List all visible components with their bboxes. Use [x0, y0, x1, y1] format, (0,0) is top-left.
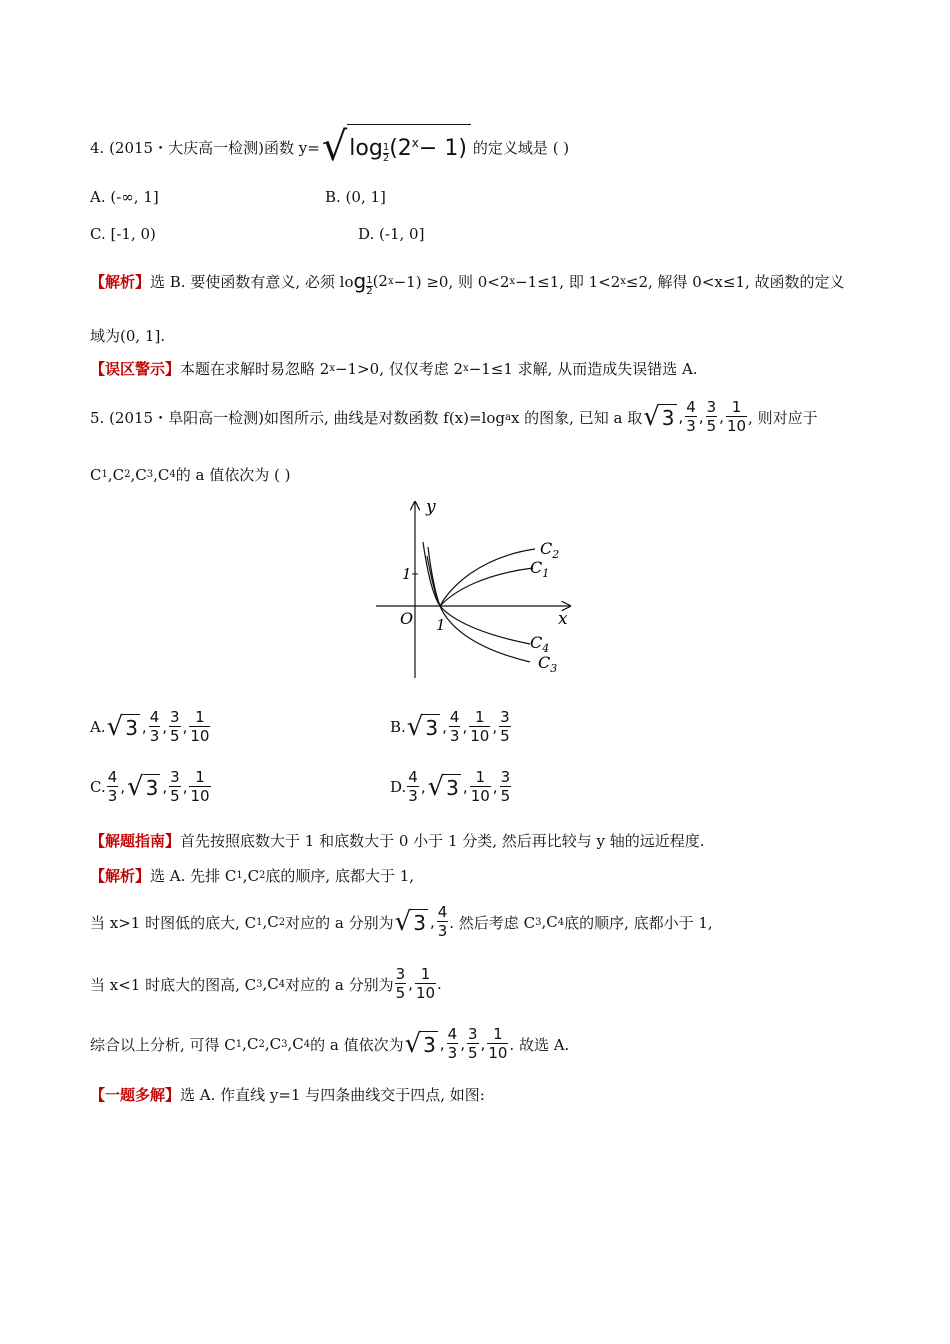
tick-y-1: 1 — [402, 565, 412, 583]
q5-analysis-1: 【解析】 选 A. 先排 C 1 , C 2 底的顺序, 底都大于 1, — [90, 866, 415, 885]
q5-analysis-4: 综合以上分析, 可得 C 1 , C 2 , C 3 , C 4 的 a 值依次为 √ 3 , $\frac{4}{3}$ , $\frac{3}{5}$ , $\frac{1}{10}$ . 故选 A. — [90, 1025, 570, 1062]
multi-tag: 【一题多解】 — [90, 1086, 181, 1104]
sqrt-3: √ 3 — [643, 401, 675, 432]
guide-tag: 【解题指南】 — [90, 832, 181, 850]
q4-analysis: 【解析】 选 B. 要使函数有意义, 必须 lo g $\frac{1}{2}$ (2 x −1) ≥0, 则 0<2 x −1≤1, 即 1<2 x ≤2, 解得 0<x≤1, 故函数的定义 — [90, 269, 845, 297]
q5-analysis-3: 当 x<1 时底大的图高, C 3 , C 4 对应的 a 分别为 $\frac{3}{5}$ , $\frac{1}{10}$ . — [90, 965, 442, 1002]
tick-x-1: 1 — [436, 616, 446, 634]
label-c3: $C_3$ — [538, 653, 558, 675]
q5-stem-line2: C 1 , C 2 , C 3 , C 4 的 a 值依次为 ( ) — [90, 465, 291, 484]
fraction-1-10: $\frac{1}{10}$ — [726, 398, 747, 435]
radical-sign-icon: √ — [321, 124, 348, 170]
q5-option-a: A. √ 3 , $\frac{4}{3}$ , $\frac{3}{5}$ , $\frac{1}{10}$ — [90, 708, 210, 745]
log-curves-figure — [370, 492, 580, 684]
warning-tag: 【误区警示】 — [90, 360, 181, 378]
analysis-tag: 【解析】 — [90, 272, 151, 291]
q5-analysis-2: 当 x>1 时图低的底大, C 1 , C 2 对应的 a 分别为 √ 3 , $\frac{4}{3}$ . 然后考虑 C 3 , C 4 底的顺序, 底都小于 1, — [90, 903, 713, 940]
label-c1: $C_1$ — [530, 558, 550, 580]
label-c4: $C_4$ — [530, 633, 550, 655]
fraction-4-3: $\frac{4}{3}$ — [686, 398, 696, 435]
fraction-3-5: $\frac{3}{5}$ — [706, 398, 717, 435]
curve-c1 — [427, 556, 533, 606]
q4-option-b: B. (0, 1] — [325, 188, 386, 206]
label-c2: $C_2$ — [540, 539, 560, 561]
q4-option-a: A. (-∞, 1] — [90, 188, 159, 206]
q5-option-b: B. √ 3 , $\frac{4}{3}$ , $\frac{1}{10}$ , $\frac{3}{5}$ — [390, 708, 510, 745]
curve-c2 — [423, 542, 535, 606]
q5-guide: 【解题指南】 首先按照底数大于 1 和底数大于 0 小于 1 分类, 然后再比较与 y 轴的远近程度. — [90, 832, 705, 850]
axis-x-label: x — [558, 609, 568, 629]
q4-option-c: C. [-1, 0) — [90, 225, 156, 243]
q4-option-d: D. (-1, 0] — [358, 225, 425, 243]
q5-multi-solution: 【一题多解】 选 A. 作直线 y=1 与四条曲线交于四点, 如图: — [90, 1086, 485, 1104]
q4-warning: 【误区警示】 本题在求解时易忽略 2 x −1>0, 仅仅考虑 2 x −1≤1 求解, 从而造成失误错选 A. — [90, 360, 698, 378]
log-base-fraction: $\frac{1}{2}$ — [382, 142, 390, 164]
q5-stem: 5. (2015・阜阳高一检测)如图所示, 曲线是对数函数 f(x)=log a x 的图象, 已知 a 取 √ 3 , $\frac{4}{3}$ , $\frac{3}{5}$ , $\frac{1}{10}$ , 则对应于 — [90, 398, 818, 435]
q4-stem — [90, 122, 569, 172]
q5-option-c: C. $\frac{4}{3}$ , √ 3 , $\frac{3}{5}$ , $\frac{1}{10}$ — [90, 768, 210, 805]
q4-stem-prefix: 4. (2015・大庆高一检测)函数 y= — [90, 138, 320, 157]
origin-label: O — [400, 609, 414, 628]
q4-analysis-line2: 域为(0, 1]. — [90, 327, 166, 345]
q4-stem-suffix: 的定义域是 ( ) — [472, 138, 570, 157]
axis-y-label: y — [426, 497, 436, 517]
q4-sqrt-expression: √ log $\frac{1}{2}$ (2 $^x$ − 1) — [322, 124, 471, 170]
q5-option-d: D. $\frac{4}{3}$ , √ 3 , $\frac{1}{10}$ , $\frac{3}{5}$ — [390, 768, 511, 805]
analysis-tag: 【解析】 — [90, 867, 151, 885]
log-text: log — [349, 136, 383, 161]
